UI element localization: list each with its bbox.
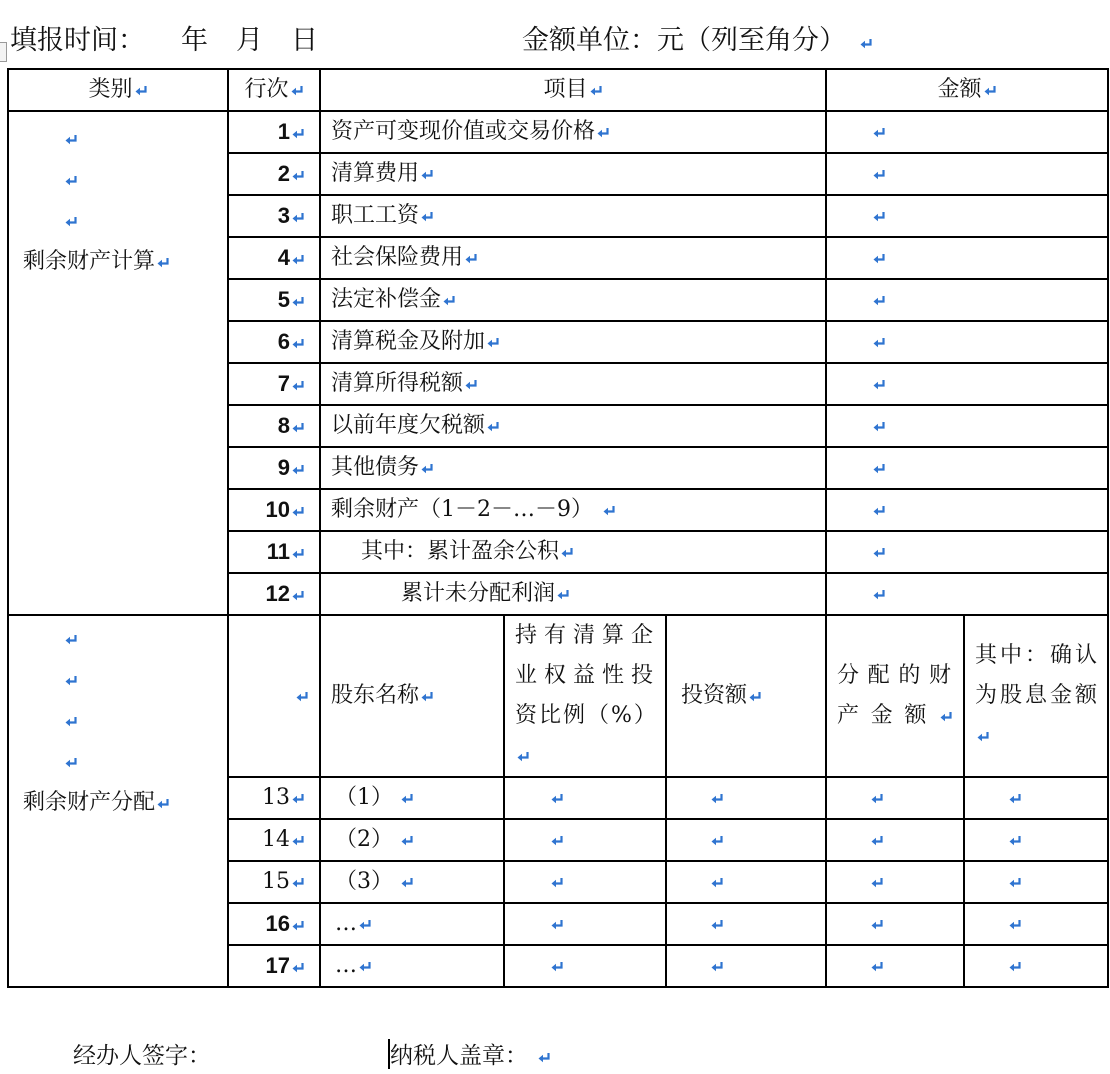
dividend-cell[interactable] [964, 945, 1108, 987]
category-cell-calc[interactable] [8, 111, 228, 615]
row-no-cell[interactable]: 1 [228, 111, 320, 153]
table-row [8, 111, 1108, 153]
amount-cell[interactable] [826, 237, 1108, 279]
paragraph-mark-icon [860, 38, 873, 50]
paragraph-mark-icon [443, 295, 456, 307]
paragraph-mark-icon [65, 175, 78, 187]
item-cell[interactable]: 其中：累计盈余公积 [320, 531, 826, 573]
item-cell[interactable]: 法定补偿金 [320, 279, 826, 321]
investment-cell[interactable] [666, 903, 826, 945]
paragraph-mark-icon [1009, 877, 1022, 889]
paragraph-mark-icon [1009, 961, 1022, 973]
row-no-cell[interactable]: 2 [228, 153, 320, 195]
taxpayer-seal-label: 纳税人盖章： [388, 1037, 551, 1070]
shareholder-cell[interactable]: （1） [320, 777, 504, 819]
item-cell[interactable]: 以前年度欠税额 [320, 405, 826, 447]
paragraph-mark-icon [291, 85, 304, 97]
month-label: 月 [236, 25, 263, 56]
paragraph-mark-icon [873, 421, 886, 433]
paragraph-mark-icon [873, 253, 886, 265]
row-no-cell[interactable] [228, 615, 320, 777]
paragraph-mark-icon [65, 716, 78, 728]
item-cell[interactable]: 清算所得税额 [320, 363, 826, 405]
equity-ratio-cell[interactable] [504, 819, 666, 861]
amount-cell[interactable] [826, 447, 1108, 489]
item-cell[interactable]: 清算费用 [320, 153, 826, 195]
paragraph-mark-icon [873, 589, 886, 601]
investment-cell[interactable] [666, 861, 826, 903]
paragraph-mark-icon [711, 877, 724, 889]
row-no-cell[interactable]: 13 [228, 777, 320, 819]
col-header-category: 类别 [8, 69, 228, 111]
row-no-cell[interactable]: 5 [228, 279, 320, 321]
item-cell[interactable]: 职工工资 [320, 195, 826, 237]
investment-cell[interactable] [666, 777, 826, 819]
amount-cell[interactable] [826, 153, 1108, 195]
paragraph-mark-icon [873, 547, 886, 559]
row-no-cell[interactable]: 8 [228, 405, 320, 447]
paragraph-mark-icon [749, 691, 762, 703]
day-label: 日 [291, 25, 318, 56]
paragraph-mark-icon [421, 169, 434, 181]
paragraph-mark-icon [465, 253, 478, 265]
paragraph-mark-icon [421, 211, 434, 223]
paragraph-mark-icon [597, 127, 610, 139]
year-label: 年 [181, 25, 208, 56]
dividend-cell[interactable] [964, 861, 1108, 903]
paragraph-mark-icon [871, 793, 884, 805]
paragraph-mark-icon [292, 793, 305, 805]
paragraph-mark-icon [871, 961, 884, 973]
paragraph-mark-icon [551, 919, 564, 931]
row-no-cell[interactable]: 15 [228, 861, 320, 903]
paragraph-mark-icon [421, 691, 434, 703]
paragraph-mark-icon [873, 127, 886, 139]
paragraph-mark-icon [157, 257, 170, 269]
paragraph-mark-icon [292, 254, 305, 266]
paragraph-mark-icon [871, 877, 884, 889]
paragraph-mark-icon [873, 337, 886, 349]
paragraph-mark-icon [538, 1052, 551, 1064]
row-no-cell[interactable]: 14 [228, 819, 320, 861]
amount-unit-label: 金额单位：元（列至角分） [522, 25, 846, 56]
paragraph-mark-icon [551, 835, 564, 847]
row-no-cell[interactable]: 12 [228, 573, 320, 615]
paragraph-mark-icon [711, 961, 724, 973]
item-cell[interactable]: 资产可变现价值或交易价格 [320, 111, 826, 153]
row-no-cell[interactable]: 17 [228, 945, 320, 987]
paragraph-mark-icon [292, 380, 305, 392]
paragraph-mark-icon [871, 919, 884, 931]
paragraph-mark-icon [65, 675, 78, 687]
paragraph-mark-icon [292, 962, 305, 974]
paragraph-mark-icon [873, 505, 886, 517]
report-date-line [10, 18, 318, 57]
paragraph-mark-icon [292, 548, 305, 560]
paragraph-mark-icon [292, 338, 305, 350]
paragraph-mark-icon [940, 711, 953, 723]
paragraph-mark-icon [487, 421, 500, 433]
paragraph-mark-icon [292, 170, 305, 182]
paragraph-mark-icon [871, 835, 884, 847]
paragraph-mark-icon [873, 169, 886, 181]
equity-ratio-cell[interactable] [504, 945, 666, 987]
paragraph-mark-icon [551, 961, 564, 973]
paragraph-mark-icon [157, 798, 170, 810]
paragraph-mark-icon [873, 379, 886, 391]
amount-cell[interactable] [826, 573, 1108, 615]
paragraph-mark-icon [977, 731, 990, 743]
paragraph-mark-icon [551, 793, 564, 805]
amount-cell[interactable] [826, 363, 1108, 405]
paragraph-mark-icon [517, 751, 530, 763]
paragraph-mark-icon [292, 464, 305, 476]
paragraph-mark-icon [557, 589, 570, 601]
distributed-cell[interactable] [826, 819, 964, 861]
paragraph-mark-icon [296, 691, 309, 703]
table-move-handle[interactable] [0, 42, 7, 62]
paragraph-mark-icon [711, 919, 724, 931]
paragraph-mark-icon [421, 463, 434, 475]
item-cell[interactable]: 剩余财产（1－2－…－9） [320, 489, 826, 531]
paragraph-mark-icon [465, 379, 478, 391]
investment-cell[interactable] [666, 819, 826, 861]
amount-unit-line [522, 18, 873, 57]
dividend-cell[interactable] [964, 819, 1108, 861]
paragraph-mark-icon [292, 877, 305, 889]
amount-cell[interactable] [826, 111, 1108, 153]
paragraph-mark-icon [292, 590, 305, 602]
row-no-cell[interactable]: 11 [228, 531, 320, 573]
equity-ratio-cell[interactable] [504, 777, 666, 819]
item-cell[interactable]: 累计未分配利润 [320, 573, 826, 615]
category-label: 剩余财产计算 [23, 249, 156, 274]
paragraph-mark-icon [561, 547, 574, 559]
paragraph-mark-icon [292, 422, 305, 434]
paragraph-mark-icon [65, 134, 78, 146]
liquidation-table [7, 68, 1109, 988]
row-no-cell[interactable]: 4 [228, 237, 320, 279]
paragraph-mark-icon [487, 337, 500, 349]
shareholder-cell[interactable]: （2） [320, 819, 504, 861]
shareholder-cell[interactable]: … [320, 945, 504, 987]
handler-signature-label: 经办人签字： [73, 1043, 211, 1069]
amount-cell[interactable] [826, 279, 1108, 321]
paragraph-mark-icon [590, 85, 603, 97]
row-no-cell[interactable]: 6 [228, 321, 320, 363]
investment-cell[interactable] [666, 945, 826, 987]
item-cell[interactable]: 社会保险费用 [320, 237, 826, 279]
sub-header-dividend: 其中：确认为股息金额 [964, 615, 1108, 777]
paragraph-mark-icon [401, 835, 414, 847]
paragraph-mark-icon [401, 877, 414, 889]
header-row [8, 69, 1108, 111]
sub-header-investment: 投资额 [666, 615, 826, 777]
dividend-cell[interactable] [964, 777, 1108, 819]
paragraph-mark-icon [65, 216, 78, 228]
date-label: 填报时间： [10, 25, 145, 56]
category-cell-distribution[interactable] [8, 615, 228, 987]
col-header-row-no: 行次 [228, 69, 320, 111]
paragraph-mark-icon [711, 793, 724, 805]
paragraph-mark-icon [359, 919, 372, 931]
paragraph-mark-icon [401, 793, 414, 805]
paragraph-mark-icon [359, 961, 372, 973]
shareholder-cell[interactable]: （3） [320, 861, 504, 903]
paragraph-mark-icon [873, 463, 886, 475]
amount-cell[interactable] [826, 321, 1108, 363]
distributed-cell[interactable] [826, 903, 964, 945]
paragraph-mark-icon [65, 757, 78, 769]
equity-ratio-cell[interactable] [504, 861, 666, 903]
paragraph-mark-icon [1009, 919, 1022, 931]
paragraph-mark-icon [1009, 835, 1022, 847]
col-header-item: 项目 [320, 69, 826, 111]
row-no-cell[interactable]: 9 [228, 447, 320, 489]
category-label: 剩余财产分配 [23, 790, 156, 815]
amount-cell[interactable] [826, 489, 1108, 531]
paragraph-mark-icon [292, 128, 305, 140]
row-no-cell[interactable]: 7 [228, 363, 320, 405]
amount-cell[interactable] [826, 531, 1108, 573]
paragraph-mark-icon [873, 295, 886, 307]
distributed-cell[interactable] [826, 777, 964, 819]
paragraph-mark-icon [292, 506, 305, 518]
shareholder-cell[interactable]: … [320, 903, 504, 945]
item-cell[interactable]: 其他债务 [320, 447, 826, 489]
distributed-cell[interactable] [826, 945, 964, 987]
row-no-cell[interactable]: 3 [228, 195, 320, 237]
paragraph-mark-icon [873, 211, 886, 223]
paragraph-mark-icon [292, 212, 305, 224]
paragraph-mark-icon [551, 877, 564, 889]
paragraph-mark-icon [984, 85, 997, 97]
row-no-cell[interactable]: 16 [228, 903, 320, 945]
distribution-header-row [8, 615, 1108, 777]
dividend-cell[interactable] [964, 903, 1108, 945]
paragraph-mark-icon [1009, 793, 1022, 805]
amount-cell[interactable] [826, 195, 1108, 237]
paragraph-mark-icon [65, 634, 78, 646]
paragraph-mark-icon [292, 835, 305, 847]
equity-ratio-cell[interactable] [504, 903, 666, 945]
paragraph-mark-icon [292, 296, 305, 308]
item-cell[interactable]: 清算税金及附加 [320, 321, 826, 363]
sub-header-distributed: 分配的财产金额 [826, 615, 964, 777]
distributed-cell[interactable] [826, 861, 964, 903]
col-header-amount: 金额 [826, 69, 1108, 111]
paragraph-mark-icon [711, 835, 724, 847]
amount-cell[interactable] [826, 405, 1108, 447]
sub-header-shareholder: 股东名称 [320, 615, 504, 777]
paragraph-mark-icon [603, 505, 616, 517]
sub-header-equity-ratio: 持有清算企业权益性投资比例（%） [504, 615, 666, 777]
paragraph-mark-icon [292, 920, 305, 932]
row-no-cell[interactable]: 10 [228, 489, 320, 531]
paragraph-mark-icon [135, 85, 148, 97]
